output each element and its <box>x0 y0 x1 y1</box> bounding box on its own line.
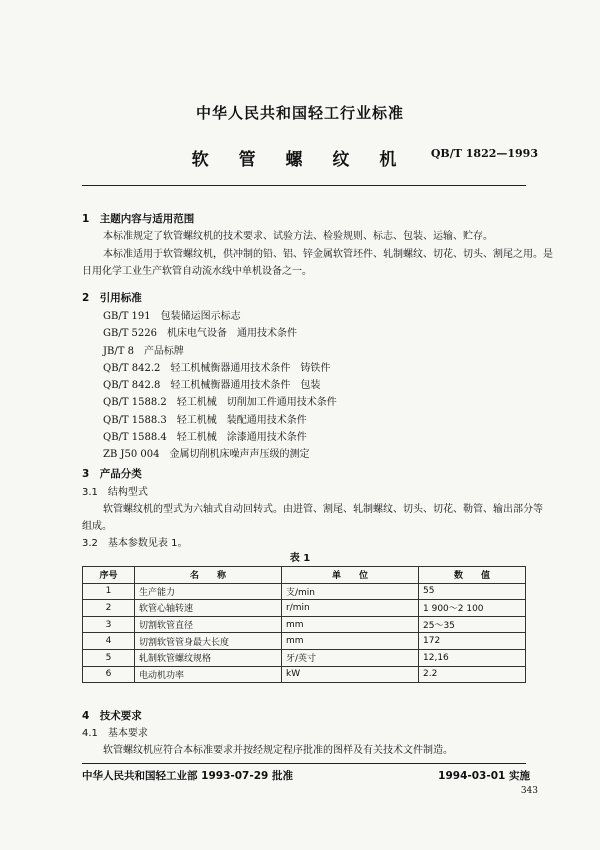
document-title: 软 管 螺 纹 机 <box>191 150 409 170</box>
cell-name: 电动机功率 <box>135 666 282 683</box>
column-header: 单 位 <box>282 567 419 584</box>
section-3-1-line-1: 软管螺纹机的型式为六轴式自动回转式。由进管、割尾、轧制螺纹、切头、切花、勒管、输出部分等 <box>103 504 543 515</box>
cell-unit: r/min <box>282 600 419 617</box>
cell-name: 轧制软管螺纹规格 <box>135 649 282 666</box>
section-3-heading: 3 产品分类 <box>82 468 142 480</box>
section-4-heading: 4 技术要求 <box>82 710 142 722</box>
cell-no: 2 <box>83 600 135 617</box>
column-header: 数 值 <box>419 567 526 584</box>
table-row <box>83 583 526 600</box>
cell-value: 12,16 <box>419 649 526 666</box>
implementation-date: 1994-03-01 实施 <box>438 770 530 782</box>
reference-item: GB/T 191 包装储运图示标志 <box>103 311 241 322</box>
reference-item: JB/T 8 产品标牌 <box>103 345 184 357</box>
table-row <box>83 649 526 666</box>
section-1-para-1: 本标准规定了软管螺纹机的技术要求、试验方法、检验规则、标志、包装、运输、贮存。 <box>103 231 493 242</box>
parameters-table <box>82 566 526 683</box>
cell-name: 切割软管直径 <box>135 616 282 633</box>
reference-item: QB/T 842.2 轻工机械衡器通用技术条件 铸铁件 <box>103 362 331 374</box>
cell-unit: mm <box>282 616 419 633</box>
cell-value: 1 900～2 100 <box>419 600 526 617</box>
standard-code: QB/T 1822—1993 <box>430 147 538 160</box>
cell-no: 6 <box>83 666 135 683</box>
cell-name: 软管心轴转速 <box>135 600 282 617</box>
reference-item: QB/T 1588.3 轻工机械 装配通用技术条件 <box>103 414 307 426</box>
section-2-heading: 2 引用标准 <box>82 292 142 304</box>
reference-item: QB/T 1588.4 轻工机械 涂漆通用技术条件 <box>103 432 307 444</box>
footer-rule <box>82 763 526 764</box>
cell-value: 172 <box>419 633 526 650</box>
page-number: 343 <box>520 786 538 796</box>
cell-name: 切割软管管身最大长度 <box>135 633 282 650</box>
cell-unit: kW <box>282 666 419 683</box>
table-row <box>83 666 526 683</box>
section-3-1-heading: 3.1 结构型式 <box>82 487 148 498</box>
cell-no: 4 <box>83 633 135 650</box>
reference-item: QB/T 1588.2 轻工机械 切削加工件通用技术条件 <box>103 397 337 409</box>
section-3-1-line-2: 组成。 <box>82 521 112 532</box>
table-header-row <box>83 567 526 584</box>
cell-no: 5 <box>83 649 135 666</box>
cell-value: 2.2 <box>419 666 526 683</box>
cell-name: 生产能力 <box>135 583 282 600</box>
reference-list <box>103 308 337 464</box>
approval-line: 中华人民共和国轻工业部 1993-07-29 批准 <box>82 770 293 782</box>
table-row <box>83 616 526 633</box>
column-header: 序号 <box>83 567 135 584</box>
reference-item: ZB J50 004 金属切削机床噪声声压级的测定 <box>103 449 310 461</box>
table-row <box>83 633 526 650</box>
cell-no: 1 <box>83 583 135 600</box>
cell-unit: 支/min <box>282 583 419 600</box>
table-caption: 表 1 <box>289 553 311 564</box>
column-header: 名 称 <box>135 567 282 584</box>
cell-unit: mm <box>282 633 419 650</box>
issuer-title: 中华人民共和国轻工行业标准 <box>195 104 404 122</box>
reference-item: GB/T 5226 机床电气设备 通用技术条件 <box>103 328 298 340</box>
section-1-para-2-line-2: 日用化学工业生产软管自动流水线中单机设备之一。 <box>82 266 312 277</box>
section-4-1-heading: 4.1 基本要求 <box>82 728 148 739</box>
cell-value: 25～35 <box>419 616 526 633</box>
section-1-para-2-line-1: 本标准适用于软管螺纹机，供冲制的铅、铝、锌金属软管坯件、轧制螺纹、切花、切头、割尾之用。是 <box>103 249 553 260</box>
header-rule <box>82 185 526 186</box>
reference-item: QB/T 842.8 轻工机械衡器通用技术条件 包装 <box>103 380 321 392</box>
cell-unit: 牙/英寸 <box>282 649 419 666</box>
cell-value: 55 <box>419 583 526 600</box>
cell-no: 3 <box>83 616 135 633</box>
section-4-1-line-1: 软管螺纹机应符合本标准要求并按经规定程序批准的图样及有关技术文件制造。 <box>103 745 453 756</box>
section-1-heading: 1 主题内容与适用范围 <box>82 213 195 225</box>
section-3-2-heading: 3.2 基本参数见表 1。 <box>82 538 188 549</box>
table-row <box>83 600 526 617</box>
